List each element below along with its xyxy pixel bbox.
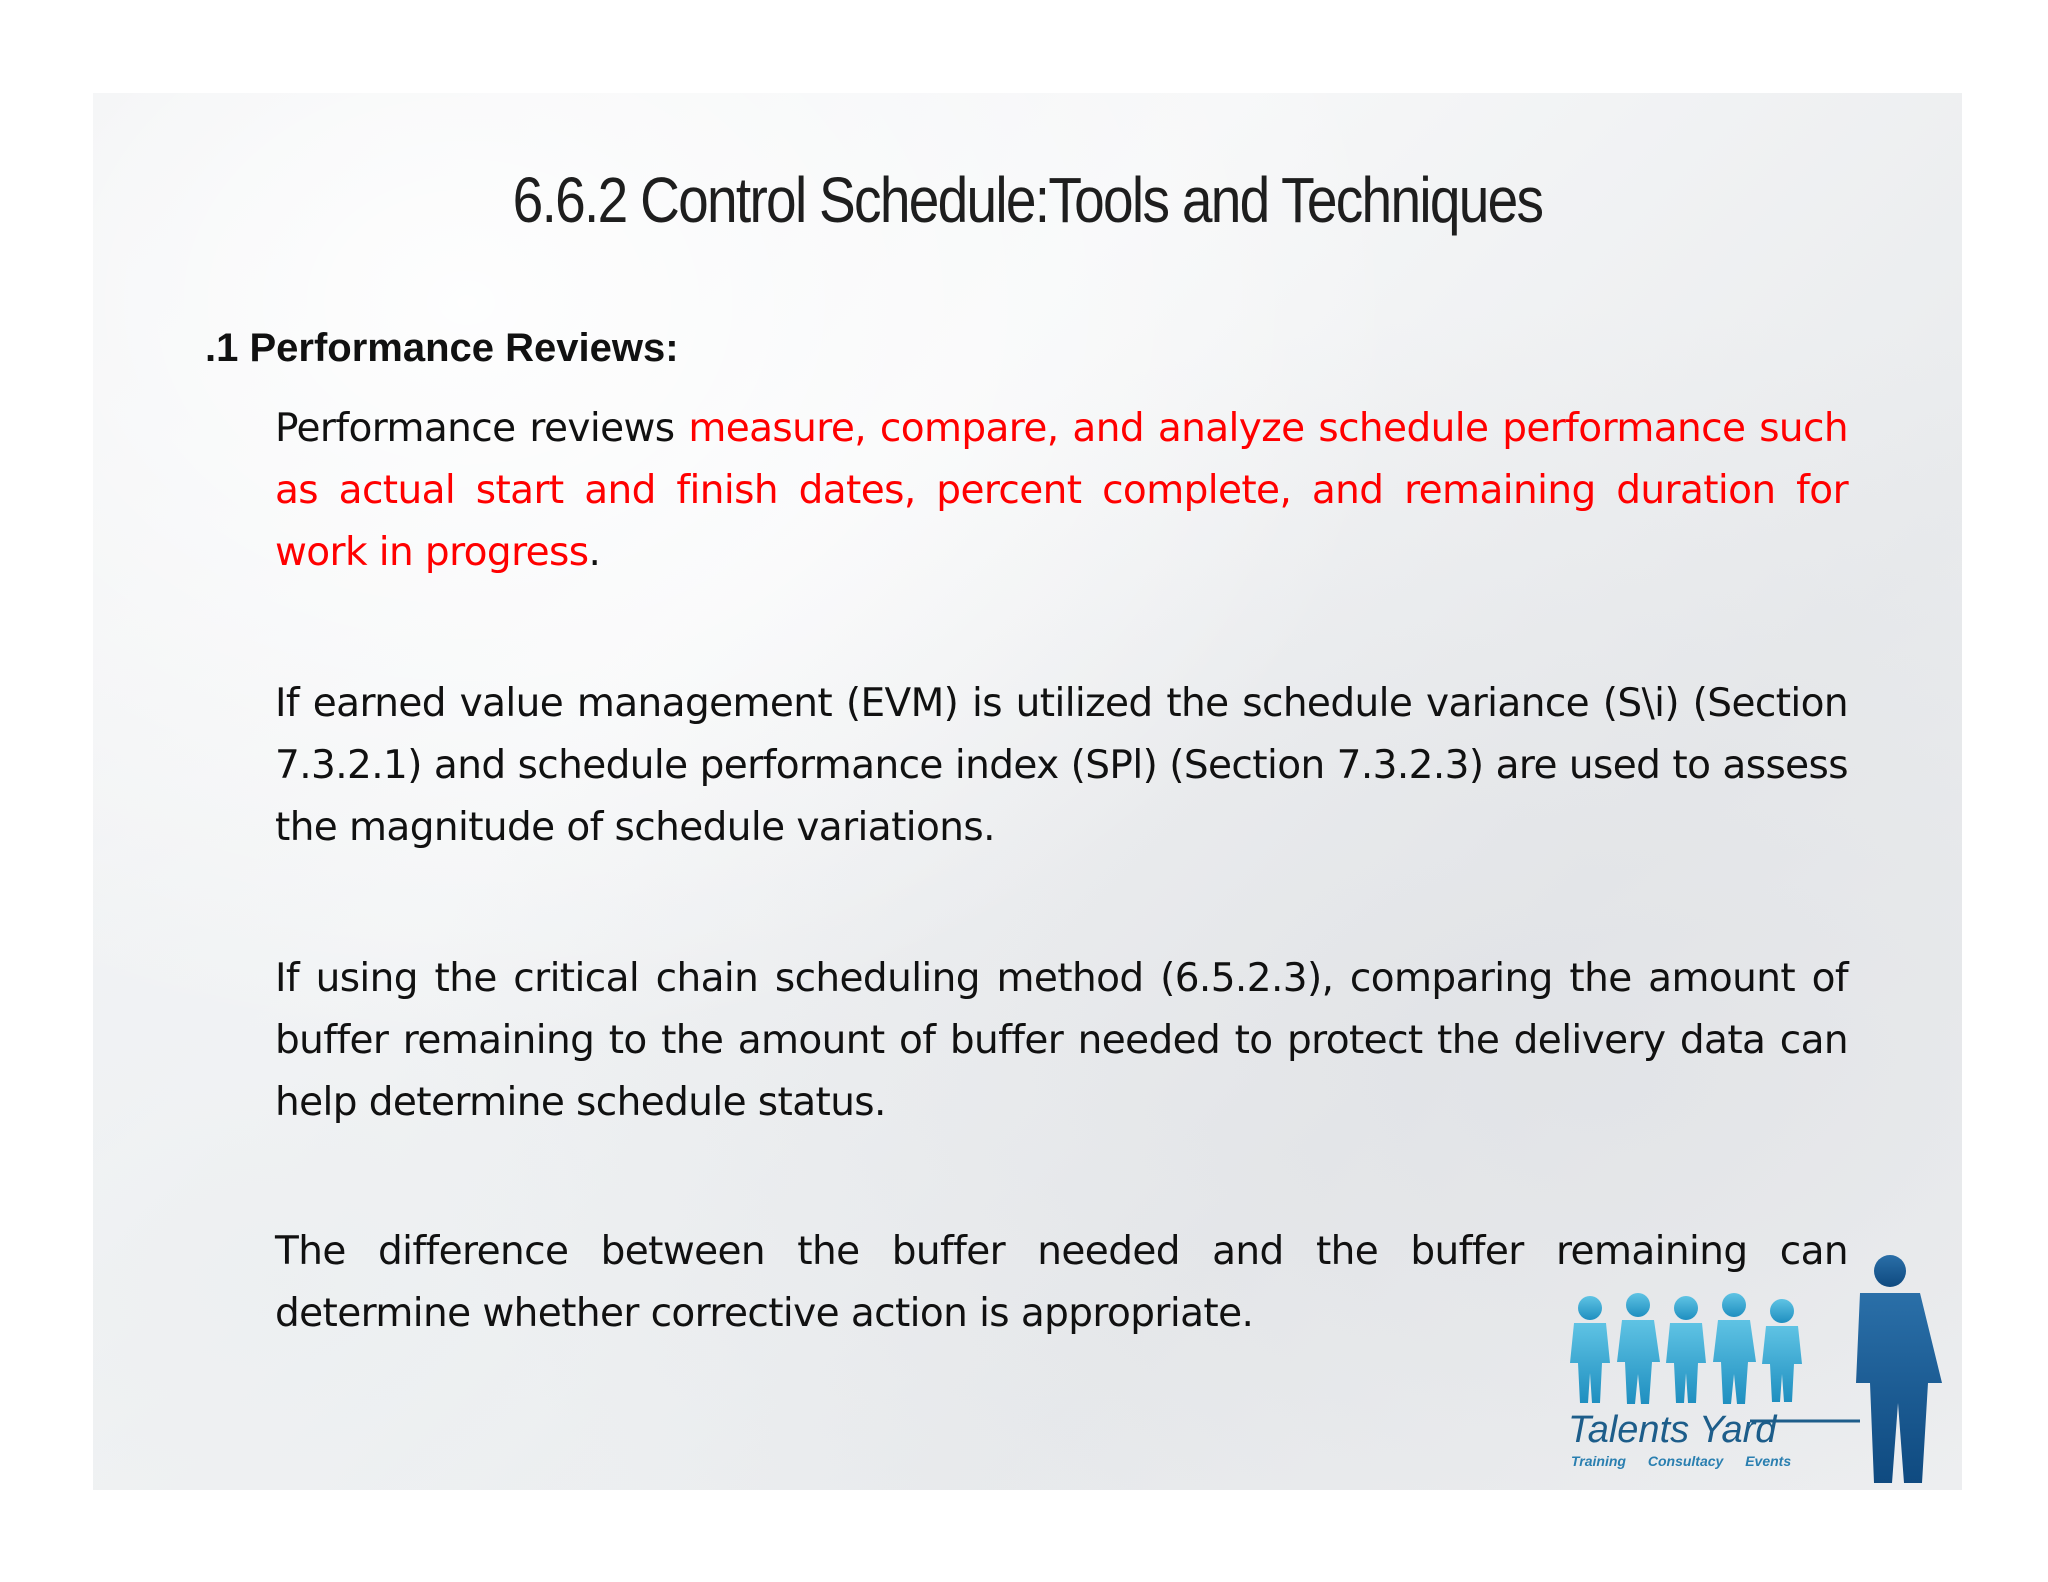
slide <box>93 93 1962 1490</box>
paragraph-buffer-difference: The difference between the buffer needed and the buffer remaining can determine whether corrective action is appropriate. <box>275 1229 1848 1336</box>
paragraph-lead: Performance reviews <box>275 406 689 451</box>
paragraph-tail: . <box>588 530 601 575</box>
paragraph-performance-reviews <box>275 398 1848 584</box>
logo-tagline: Training Consultacy Events <box>1571 1453 1792 1469</box>
slide-title: 6.6.2 Control Schedule:Tools and Techniques <box>512 164 1543 236</box>
paragraph-highlight: measure, compare, and analyze schedule performance such as actual start and finish dates, percent complete, and remaining duration for work in progress <box>275 406 1848 575</box>
paragraph-critical-chain: If using the critical chain scheduling method (6.5.2.3), comparing the amount of buffer remaining to the amount of buffer needed to protect the delivery data can help determine schedule status. <box>275 956 1848 1125</box>
paragraph-evm: If earned value management (EVM) is utilized the schedule variance (S\i) (Section 7.3.2.1) and schedule performance index (SPl) (Section 7.3.2.3) are used to assess the magnitude of schedule variations. <box>275 681 1848 850</box>
logo-name: Talents Yard <box>1568 1409 1777 1451</box>
section-heading: .1 Performance Reviews: <box>205 326 679 370</box>
